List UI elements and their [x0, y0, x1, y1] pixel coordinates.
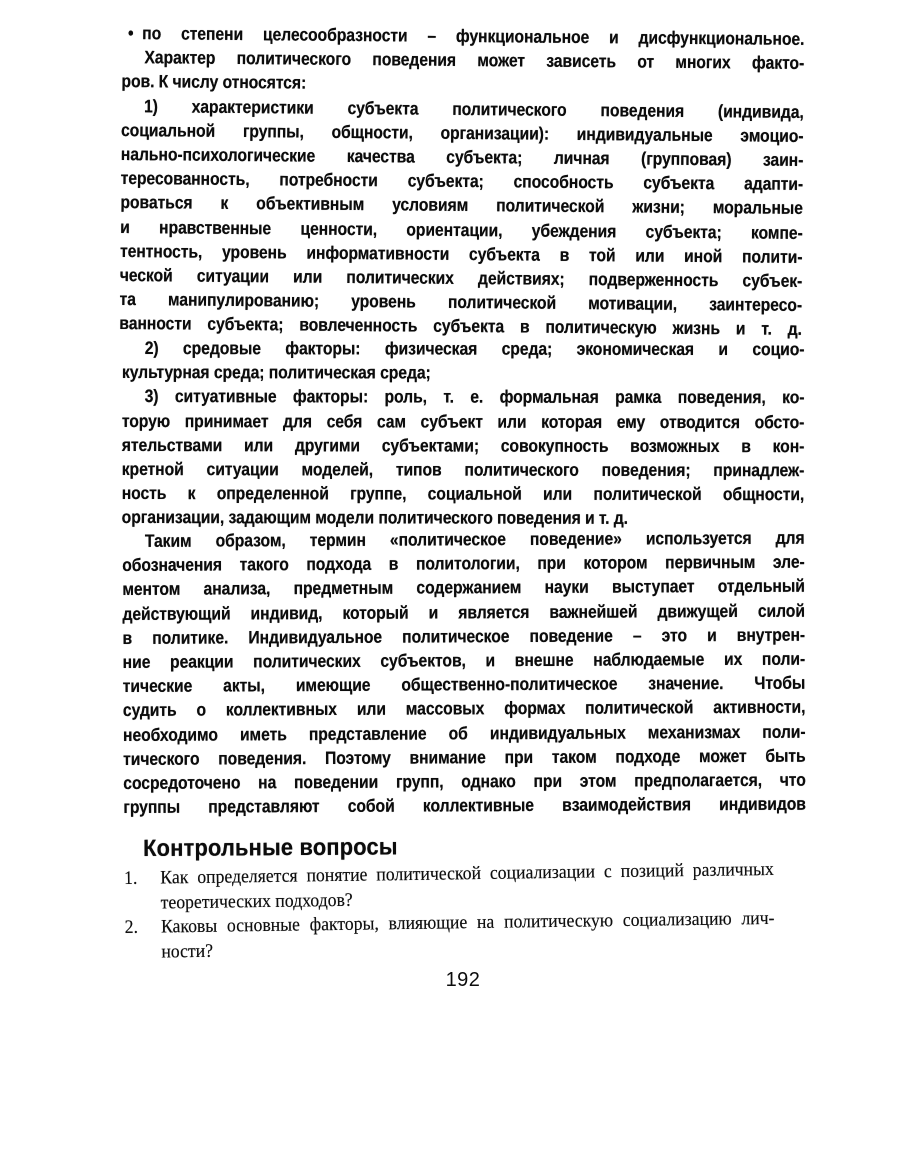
question-number: 1. [123, 867, 138, 889]
section-heading: Контрольные вопросы [143, 833, 398, 861]
text-line: Характер политического поведения может зависеть от многих факто- [144, 47, 805, 74]
text-line: ментом анализа, предметным содержанием науки выступает отдельный [122, 576, 805, 600]
page-number: 192 [445, 969, 481, 991]
text-line: кретной ситуации моделей, типов политического поведения; принадлеж- [121, 458, 805, 480]
text-line: культурная среда; политическая среда; [121, 361, 431, 383]
text-line: в политике. Индивидуальное политическое поведение – это и внутрен- [122, 624, 806, 649]
question-line: ности? [161, 940, 214, 963]
text-line: группы представляют собой коллективные взаимодействия индивидов [123, 794, 806, 818]
text-line: тические акты, имеющие общественно-политическое значение. Чтобы [122, 673, 806, 697]
question-line: Как определяется понятие политической социализации с позиций различных [160, 858, 774, 889]
text-line: обозначения такого подхода в политологии, при котором первичным эле- [122, 552, 805, 576]
bullet-icon: • [127, 23, 134, 44]
text-line: ческой ситуации или политических действиях; подверженность субъек- [119, 265, 803, 291]
paragraph-group-bottom [122, 526, 806, 820]
text-line: и нравственные ценности, ориентации, убеждения субъекта; компе- [120, 216, 803, 243]
question-number: 2. [124, 916, 139, 939]
text-line: действующий индивид, который и является важнейшей движущей силой [122, 600, 805, 624]
body-text [119, 21, 902, 820]
text-line: тересованность, потребности субъекта; способность субъекта адапти- [120, 168, 804, 195]
text-line: ров. К числу относятся: [121, 71, 307, 94]
text-line: Таким образом, термин «политическое поведение» используется для [144, 527, 805, 552]
paragraph-group-middle [122, 336, 805, 531]
text-line: сосредоточено на поведении групп, однако при этом предполагается, что [123, 769, 806, 794]
text-line: нально-психологические качества субъекта; личная (групповая) заин- [120, 144, 804, 170]
review-questions-list [122, 858, 775, 965]
text-line: организации, задающим модели политического поведения и т. д. [121, 507, 628, 528]
question-item [123, 907, 775, 965]
text-line: торую принимает для себя сам субъект или которая ему отводится обсто- [121, 410, 805, 432]
text-line: по степени целесообразности – функциональное и дисфункциональное. [142, 23, 805, 49]
text-line: тического поведения. Поэтому внимание при таком подходе может быть [123, 745, 806, 770]
question-line: Каковы основные факторы, влияющие на политическую социализацию лич- [160, 908, 775, 938]
text-line: ятельствами или другими субъектами; совокупность возможных в кон- [121, 434, 805, 456]
text-line: та манипулированию; уровень политической мотивации, заинтересо- [119, 289, 803, 316]
text-line: 3) ситуативные факторы: роль, т. е. формальная рамка поведения, ко- [144, 386, 805, 408]
text-line: роваться к объективным условиям политической жизни; моральные [120, 192, 803, 219]
question-line: теоретических подходов? [160, 889, 353, 914]
text-line: судить о коллективных или массовых формах политической активности, [122, 697, 806, 721]
text-line: ние реакции политических субъектов, и внешне наблюдаемые их поли- [122, 648, 806, 673]
text-line: необходимо иметь представление об индивидуальных механизмах поли- [122, 721, 806, 745]
paragraph-group-top [119, 21, 804, 342]
text-line: ванности субъекта; вовлеченность субъекта в политическую жизнь и т. д. [119, 313, 802, 340]
text-line: социальной группы, общности, организации): индивидуальные эмоцио- [120, 119, 804, 146]
text-line: 2) средовые факторы: физическая среда; экономическая и социо- [144, 337, 805, 359]
text-line: ность к определенной группе, социальной или политической общности, [121, 482, 805, 505]
text-line: тентность, уровень информативности субъекта в той или иной полити- [119, 240, 803, 267]
text-line: 1) характеристики субъекта политического поведения (индивида, [143, 95, 804, 122]
